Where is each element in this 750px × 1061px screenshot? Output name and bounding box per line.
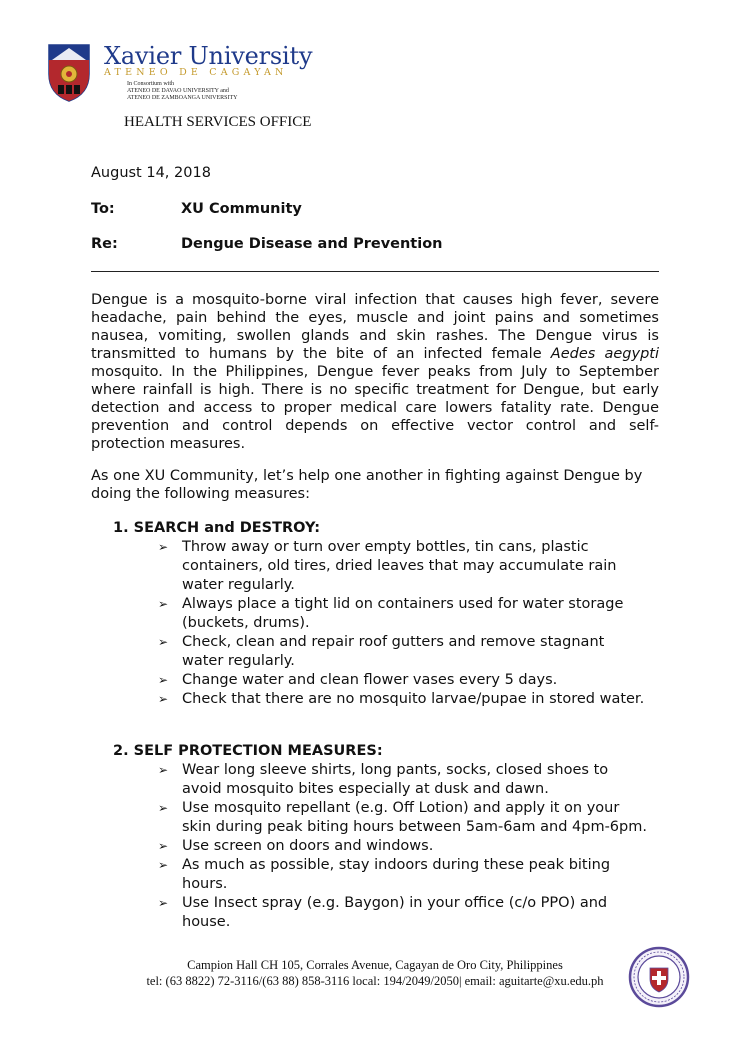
list-item bbox=[158, 856, 648, 894]
office-name: HEALTH SERVICES OFFICE bbox=[124, 114, 312, 130]
university-name: Xavier University bbox=[104, 42, 313, 70]
list-item bbox=[158, 671, 648, 690]
arrow-bullet-icon: ➢ bbox=[158, 673, 169, 687]
list-item-text: Check, clean and repair roof gutters and remove stagnant water regularly. bbox=[182, 634, 605, 669]
call-to-action-paragraph: As one XU Community, let’s help one another in fighting against Dengue by doing the following measures: bbox=[91, 468, 643, 502]
arrow-bullet-icon: ➢ bbox=[158, 597, 169, 611]
re-label: Re: bbox=[91, 236, 118, 252]
to-label: To: bbox=[91, 201, 115, 217]
list-item-text: Check that there are no mosquito larvae/pupae in stored water. bbox=[182, 691, 645, 707]
arrow-bullet-icon: ➢ bbox=[158, 896, 169, 910]
intro-text: Dengue is a mosquito-borne viral infection that causes high fever, severe headache, pain behind the eyes, muscle and joint pains and sometimes nausea, vomiting, swollen glands and skin rashes. The Dengue virus is transmitted to humans by the bite of an infected female bbox=[91, 292, 659, 362]
consortium-line: ATENEO DE ZAMBOANGA UNIVERSITY bbox=[127, 95, 238, 101]
list-item-text: Wear long sleeve shirts, long pants, socks, closed shoes to avoid mosquito bites especially at dusk and dawn. bbox=[182, 762, 609, 797]
re-value: Dengue Disease and Prevention bbox=[181, 236, 443, 252]
list-item-text: Always place a tight lid on containers used for water storage (buckets, drums). bbox=[182, 596, 624, 631]
health-services-seal-icon bbox=[628, 946, 690, 1008]
header-divider bbox=[91, 271, 659, 272]
section-heading-self-protection: 2. SELF PROTECTION MEASURES: bbox=[113, 743, 383, 759]
search-destroy-list bbox=[158, 538, 648, 709]
list-item bbox=[158, 538, 648, 595]
arrow-bullet-icon: ➢ bbox=[158, 858, 169, 872]
consortium-line: In Consortium with bbox=[127, 81, 175, 87]
list-item-text: As much as possible, stay indoors during these peak biting hours. bbox=[182, 857, 611, 892]
footer-address: Campion Hall CH 105, Corrales Avenue, Cagayan de Oro City, Philippines bbox=[187, 958, 563, 972]
list-item bbox=[158, 799, 648, 837]
memo-date: August 14, 2018 bbox=[91, 165, 211, 181]
section-heading-search-destroy: 1. SEARCH and DESTROY: bbox=[113, 520, 321, 536]
consortium-note bbox=[127, 81, 238, 102]
consortium-line: ATENEO DE DAVAO UNIVERSITY and bbox=[127, 88, 229, 94]
list-item bbox=[158, 894, 648, 932]
list-item-text: Use Insect spray (e.g. Baygon) in your office (c/o PPO) and house. bbox=[182, 895, 608, 930]
list-item-text: Use screen on doors and windows. bbox=[182, 838, 434, 854]
footer-contact: tel: (63 8822) 72-3116/(63 88) 858-3116 local: 194/2049/2050| email: aguitarte@xu.edu.ph bbox=[146, 974, 604, 988]
list-item bbox=[158, 633, 648, 671]
list-item bbox=[158, 690, 648, 709]
list-item bbox=[158, 837, 648, 856]
self-protection-list bbox=[158, 761, 648, 932]
xu-shield-logo-icon bbox=[48, 44, 90, 102]
list-item bbox=[158, 761, 648, 799]
to-value: XU Community bbox=[181, 201, 302, 217]
list-item bbox=[158, 595, 648, 633]
arrow-bullet-icon: ➢ bbox=[158, 692, 169, 706]
species-name: Aedes aegypti bbox=[550, 346, 659, 362]
university-subtitle: ATENEO DE CAGAYAN bbox=[104, 67, 288, 78]
intro-text-continued: mosquito. In the Philippines, Dengue fever peaks from July to September where rainfall is high. There is no specific treatment for Dengue, but early detection and access to proper medical care lowers fatality rate. Dengue prevention and control depends on effective vector control and self-protection measures. bbox=[91, 364, 659, 452]
arrow-bullet-icon: ➢ bbox=[158, 763, 169, 777]
list-item-text: Use mosquito repellant (e.g. Off Lotion) and apply it on your skin during peak biting hours between 5am-6am and 4pm-6pm. bbox=[182, 800, 647, 835]
arrow-bullet-icon: ➢ bbox=[158, 635, 169, 649]
arrow-bullet-icon: ➢ bbox=[158, 839, 169, 853]
list-item-text: Change water and clean flower vases every 5 days. bbox=[182, 672, 558, 688]
list-item-text: Throw away or turn over empty bottles, tin cans, plastic containers, old tires, dried leaves that may accumulate rain water regularly. bbox=[182, 539, 617, 593]
arrow-bullet-icon: ➢ bbox=[158, 801, 169, 815]
intro-paragraph bbox=[91, 291, 659, 453]
arrow-bullet-icon: ➢ bbox=[158, 540, 169, 554]
